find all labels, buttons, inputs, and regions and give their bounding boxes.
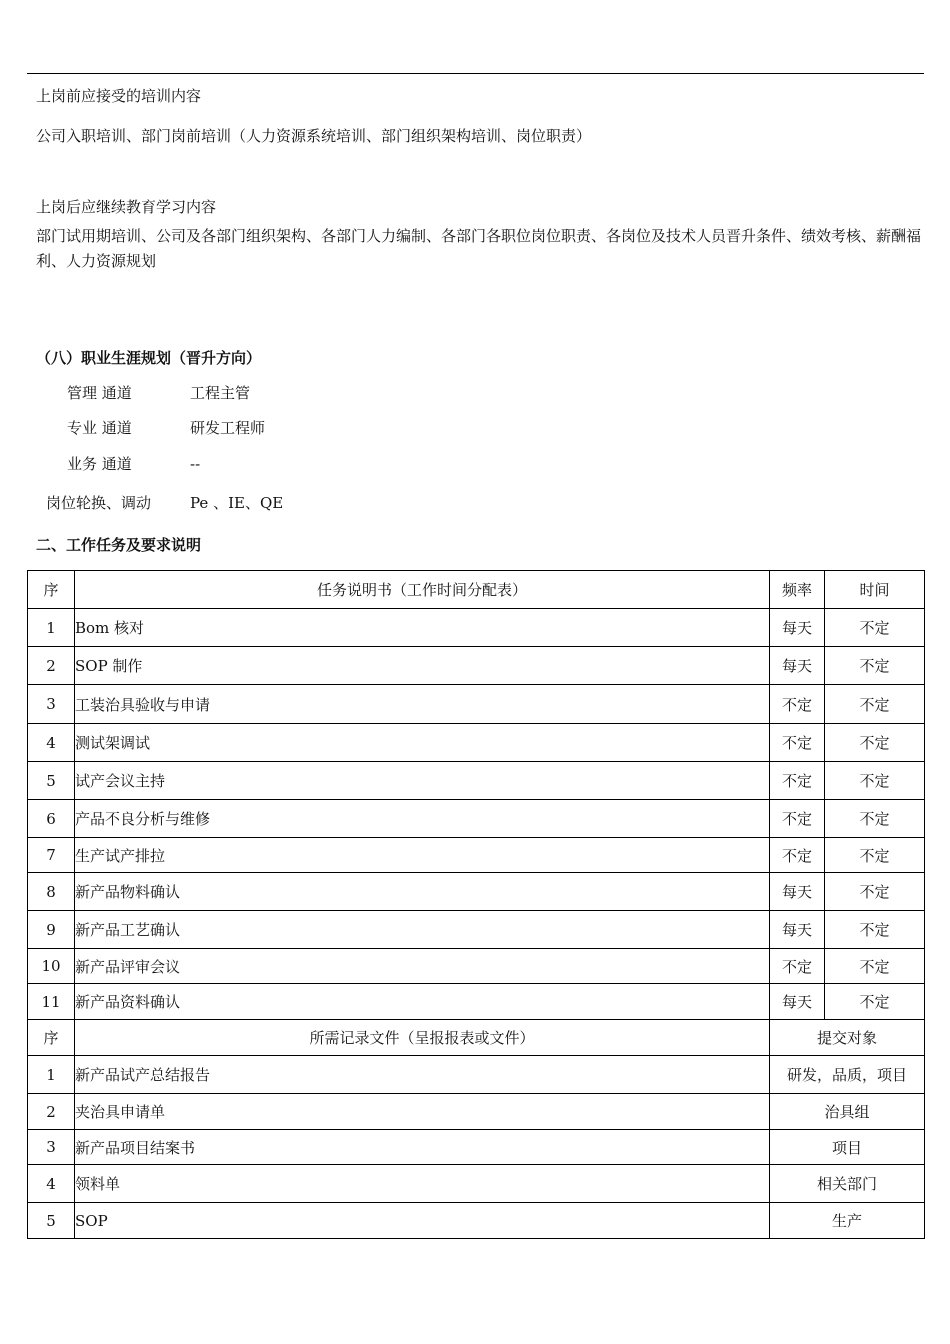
career-heading: （八）职业生涯规划（晋升方向） (36, 349, 262, 367)
task-no: 11 (28, 984, 75, 1020)
table-row (28, 1130, 925, 1165)
table-row (28, 609, 925, 647)
task-header-row (28, 571, 925, 609)
career-value-professional (190, 418, 265, 438)
career-label: 业务 通道 (67, 455, 132, 473)
task-table (27, 570, 925, 1239)
post-training-title: 上岗后应继续教育学习内容 (36, 198, 217, 216)
records-header-target: 提交对象 (770, 1020, 925, 1056)
task-no: 10 (28, 949, 75, 984)
header-no: 序 (28, 571, 75, 609)
record-no: 5 (28, 1203, 75, 1239)
task-time: 不定 (825, 609, 925, 647)
task-time: 不定 (825, 911, 925, 949)
task-time: 不定 (825, 873, 925, 911)
task-freq: 每天 (770, 984, 825, 1020)
task-time: 不定 (825, 685, 925, 724)
table-row (28, 1056, 925, 1094)
career-row-professional (67, 418, 132, 438)
task-freq: 不定 (770, 949, 825, 984)
records-header-row (28, 1020, 925, 1056)
record-no: 4 (28, 1165, 75, 1203)
career-value: -- (190, 455, 201, 473)
career-label: 专业 通道 (67, 419, 132, 437)
task-time: 不定 (825, 647, 925, 685)
task-time: 不定 (825, 724, 925, 762)
career-label: 管理 通道 (67, 384, 132, 402)
record-doc: SOP (75, 1203, 770, 1239)
task-desc: 试产会议主持 (75, 762, 770, 800)
career-value-business (190, 454, 200, 474)
header-time: 时间 (825, 571, 925, 609)
career-value: Pe 、IE、QE (190, 494, 284, 512)
career-value-rotation (190, 493, 283, 513)
task-freq: 不定 (770, 838, 825, 873)
career-row-rotation (46, 493, 151, 513)
task-freq: 每天 (770, 609, 825, 647)
task-freq: 不定 (770, 685, 825, 724)
task-desc: 工装治具验收与申请 (75, 685, 770, 724)
record-target: 治具组 (770, 1094, 925, 1130)
task-desc: Bom 核对 (75, 609, 770, 647)
table-row (28, 1165, 925, 1203)
section2-heading: 二、工作任务及要求说明 (36, 536, 202, 554)
table-row (28, 685, 925, 724)
career-value: 研发工程师 (190, 419, 266, 437)
record-doc: 夹治具申请单 (75, 1094, 770, 1130)
career-row-business (67, 454, 132, 474)
header-desc: 任务说明书（工作时间分配表） (75, 571, 770, 609)
task-desc: 新产品工艺确认 (75, 911, 770, 949)
table-row (28, 1094, 925, 1130)
pre-training-content: 公司入职培训、部门岗前培训（人力资源系统培训、部门组织架构培训、岗位职责） (36, 127, 592, 145)
record-target: 项目 (770, 1130, 925, 1165)
task-no: 7 (28, 838, 75, 873)
task-no: 4 (28, 724, 75, 762)
task-no: 1 (28, 609, 75, 647)
task-freq: 不定 (770, 724, 825, 762)
record-no: 1 (28, 1056, 75, 1094)
record-doc: 新产品项目结案书 (75, 1130, 770, 1165)
task-time: 不定 (825, 984, 925, 1020)
post-training-content: 部门试用期培训、公司及各部门组织架构、各部门人力编制、各部门各职位岗位职责、各岗位及技术人员晋升条件、绩效考核、薪酬福利、人力资源规划 (36, 227, 922, 270)
task-freq: 不定 (770, 762, 825, 800)
task-no: 6 (28, 800, 75, 838)
table-row (28, 838, 925, 873)
task-desc: SOP 制作 (75, 647, 770, 685)
record-no: 2 (28, 1094, 75, 1130)
table-row (28, 800, 925, 838)
table-row (28, 984, 925, 1020)
table-row (28, 762, 925, 800)
task-desc: 生产试产排拉 (75, 838, 770, 873)
task-desc: 新产品评审会议 (75, 949, 770, 984)
career-value-management (190, 383, 250, 403)
task-time: 不定 (825, 949, 925, 984)
table-row (28, 873, 925, 911)
header-freq: 频率 (770, 571, 825, 609)
task-freq: 每天 (770, 647, 825, 685)
records-header-doc: 所需记录文件（呈报报表或文件） (75, 1020, 770, 1056)
record-target: 生产 (770, 1203, 925, 1239)
task-freq: 不定 (770, 800, 825, 838)
records-header-no: 序 (28, 1020, 75, 1056)
task-desc: 新产品资料确认 (75, 984, 770, 1020)
task-desc: 新产品物料确认 (75, 873, 770, 911)
record-no: 3 (28, 1130, 75, 1165)
pre-training-title: 上岗前应接受的培训内容 (36, 87, 202, 105)
career-value: 工程主管 (190, 384, 251, 402)
task-desc: 测试架调试 (75, 724, 770, 762)
table-row (28, 1203, 925, 1239)
task-no: 2 (28, 647, 75, 685)
task-no: 3 (28, 685, 75, 724)
task-time: 不定 (825, 838, 925, 873)
table-row (28, 647, 925, 685)
table-row (28, 724, 925, 762)
task-no: 5 (28, 762, 75, 800)
table-row (28, 911, 925, 949)
record-target: 相关部门 (770, 1165, 925, 1203)
career-label: 岗位轮换、调动 (46, 494, 152, 512)
task-desc: 产品不良分析与维修 (75, 800, 770, 838)
task-time: 不定 (825, 800, 925, 838)
task-time: 不定 (825, 762, 925, 800)
table-row (28, 949, 925, 984)
task-freq: 每天 (770, 911, 825, 949)
task-no: 8 (28, 873, 75, 911)
record-target: 研发，品质，项目 (770, 1056, 925, 1094)
career-row-management (67, 383, 132, 403)
record-doc: 领料单 (75, 1165, 770, 1203)
record-doc: 新产品试产总结报告 (75, 1056, 770, 1094)
top-rule (27, 73, 924, 74)
task-no: 9 (28, 911, 75, 949)
task-freq: 每天 (770, 873, 825, 911)
